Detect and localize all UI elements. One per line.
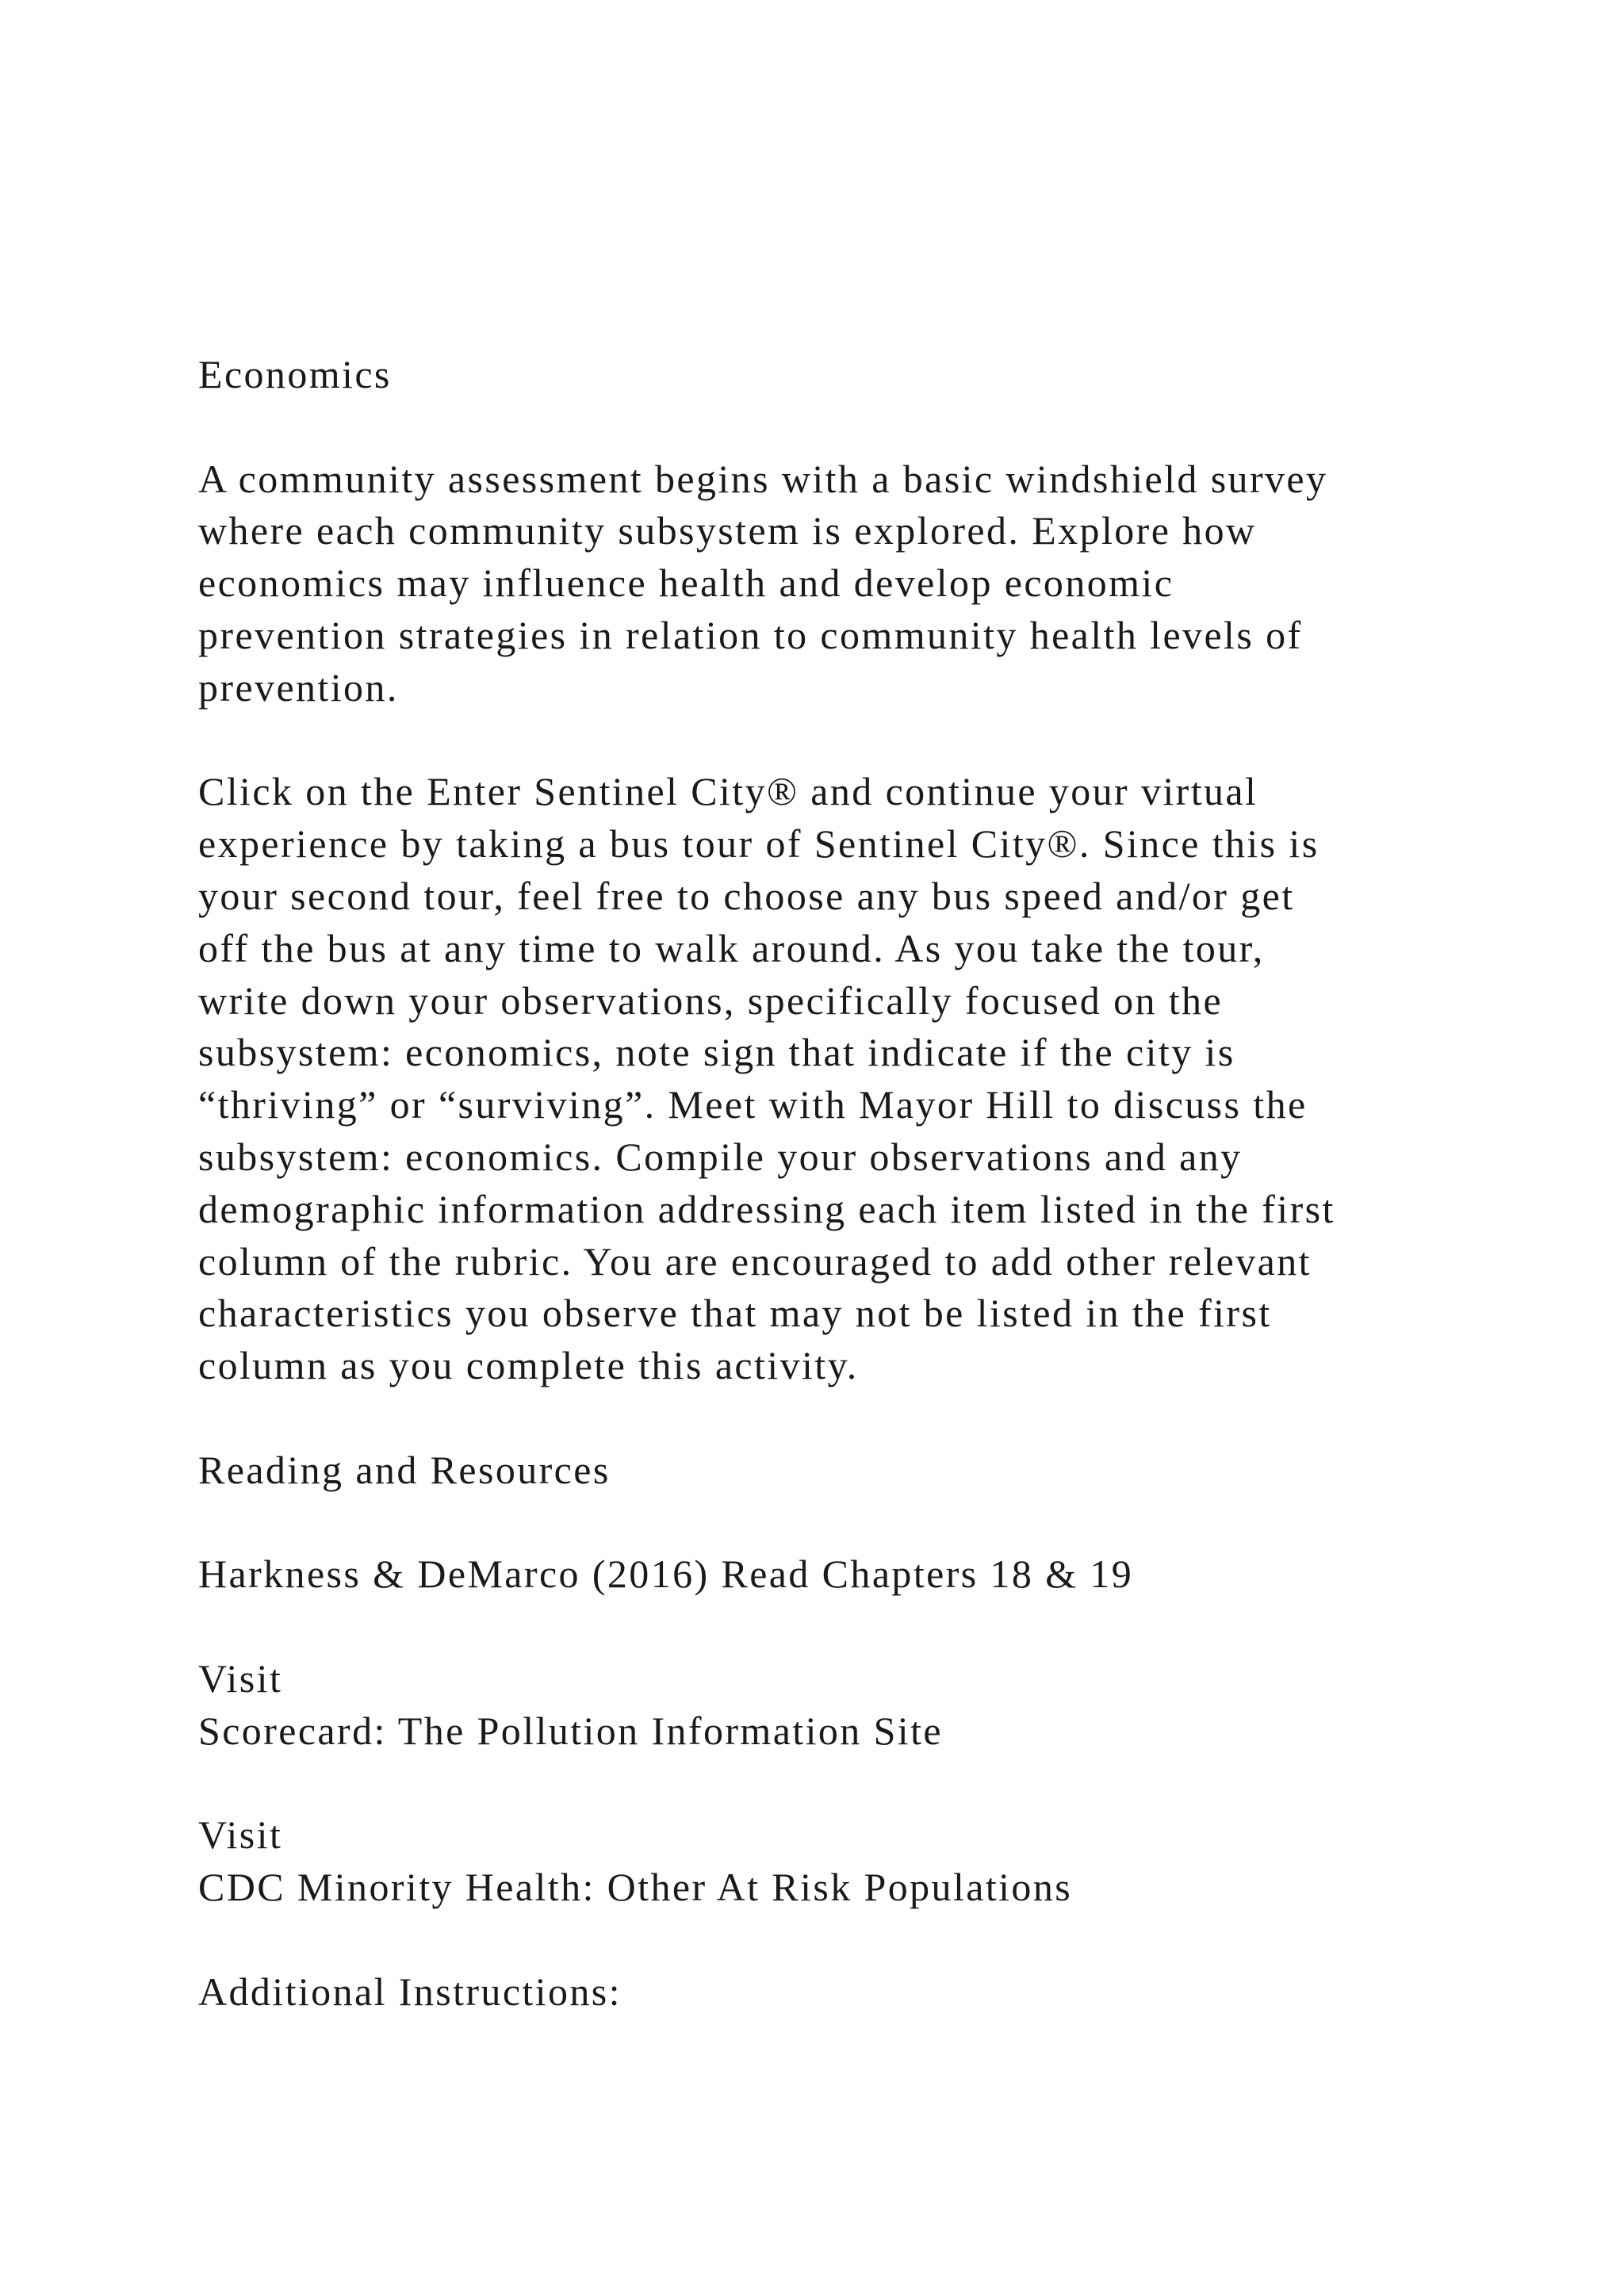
paragraph-line: where each community subsystem is explored. Explore how xyxy=(198,508,1257,553)
paragraph-line: Click on the Enter Sentinel City® and continue your virtual xyxy=(198,769,1258,814)
paragraph-line: economics may influence health and develop economic xyxy=(198,561,1174,606)
paragraph-line: subsystem: economics. Compile your observations and any xyxy=(198,1134,1243,1179)
intro-paragraph xyxy=(198,453,1467,714)
paragraph-line: subsystem: economics, note sign that indicate if the city is xyxy=(198,1030,1235,1075)
paragraph-line: column of the rubric. You are encouraged to add other relevant xyxy=(198,1238,1312,1284)
paragraph-line: your second tour, feel free to choose any bus speed and/or get xyxy=(198,873,1295,918)
visit-label: Visit xyxy=(198,1655,283,1701)
paragraph-line: characteristics you observe that may not be listed in the first xyxy=(198,1291,1272,1336)
resource-link-cdc[interactable]: CDC Minority Health: Other At Risk Populations xyxy=(198,1865,1073,1910)
paragraph-line: prevention strategies in relation to community health levels of xyxy=(198,612,1303,657)
paragraph-line: “thriving” or “surviving”. Meet with Mayor Hill to discuss the xyxy=(198,1082,1308,1127)
additional-instructions-heading: Additional Instructions: xyxy=(198,1969,622,2014)
paragraph-line: off the bus at any time to walk around. As you take the tour, xyxy=(198,925,1265,970)
paragraph-line: prevention. xyxy=(198,664,399,710)
document-body xyxy=(198,349,1467,2019)
paragraph-line: column as you complete this activity. xyxy=(198,1343,859,1388)
instructions-paragraph xyxy=(198,766,1467,1392)
visit-label: Visit xyxy=(198,1812,283,1858)
paragraph-line: write down your observations, specifically focused on the xyxy=(198,978,1224,1023)
resource-link-scorecard[interactable]: Scorecard: The Pollution Information Site xyxy=(198,1708,943,1753)
resources-heading: Reading and Resources xyxy=(198,1447,611,1492)
paragraph-line: experience by taking a bus tour of Sentinel City®. Since this is xyxy=(198,821,1320,867)
page-heading: Economics xyxy=(198,352,392,396)
paragraph-line: demographic information addressing each item listed in the first xyxy=(198,1186,1335,1231)
reading-assignment: Harkness & DeMarco (2016) Read Chapters 18 & 19 xyxy=(198,1552,1134,1597)
paragraph-line: A community assessment begins with a basic windshield survey xyxy=(198,456,1328,501)
